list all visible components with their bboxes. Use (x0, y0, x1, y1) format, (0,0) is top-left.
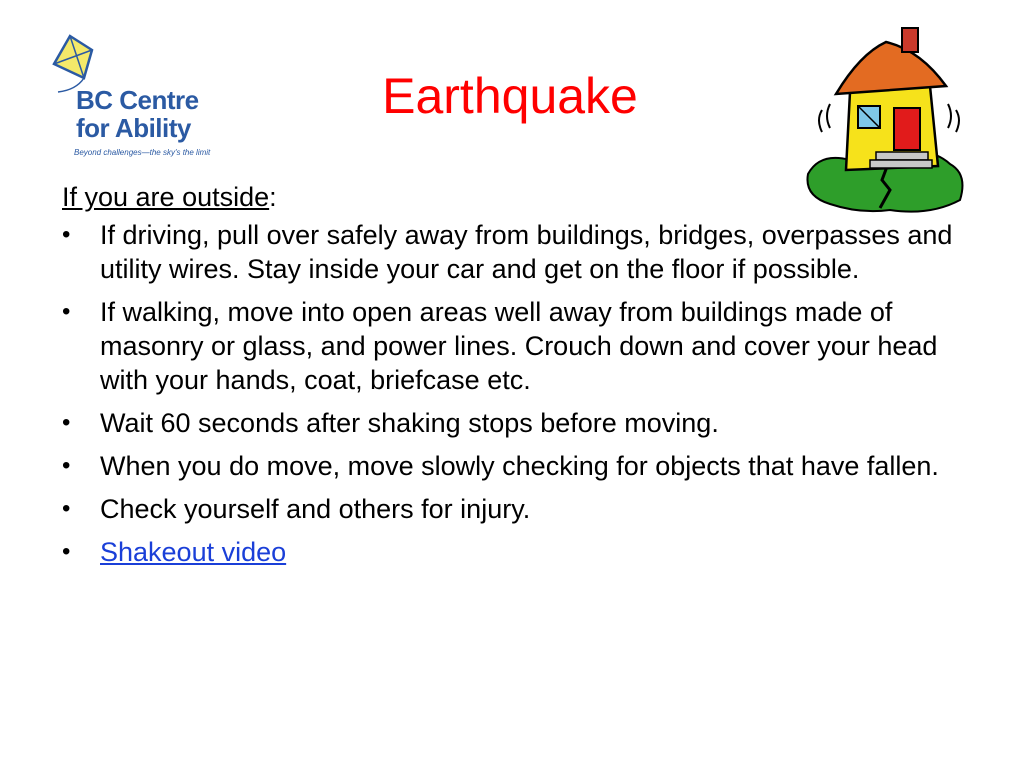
bullet-text: When you do move, move slowly checking for objects that have fallen. (100, 451, 939, 481)
slide-title: Earthquake (382, 68, 638, 124)
bullet-icon: • (62, 495, 71, 522)
subheading-colon: : (269, 182, 277, 212)
bullet-text: Check yourself and others for injury. (100, 494, 531, 524)
bullet-text: Wait 60 seconds after shaking stops before moving. (100, 408, 719, 438)
logo-text-line1: BC Centre (76, 85, 199, 115)
bullet-text: If walking, move into open areas well away from buildings made of masonry or glass, and power lines. Crouch down and cover your head with your hands, coat, briefcase etc. (100, 297, 938, 395)
slide-body (62, 180, 962, 578)
bc-centre-logo (48, 34, 218, 166)
list-item (62, 218, 962, 286)
shakeout-video-link[interactable]: Shakeout video (100, 537, 287, 567)
list-item (62, 295, 962, 397)
bullet-icon: • (62, 221, 71, 248)
subheading (62, 180, 962, 214)
list-item (62, 492, 962, 526)
bullet-icon: • (62, 298, 71, 325)
bullet-list (62, 218, 962, 569)
bullet-icon: • (62, 452, 71, 479)
list-item (62, 406, 962, 440)
list-item (62, 449, 962, 483)
bullet-text: If driving, pull over safely away from buildings, bridges, overpasses and utility wires. Stay inside your car and get on the floor if possible. (100, 220, 953, 284)
bullet-icon: • (62, 538, 71, 565)
subheading-text: If you are outside (62, 182, 270, 212)
bullet-icon: • (62, 409, 71, 436)
logo-text-line2: for Ability (76, 113, 191, 143)
logo-tagline: Beyond challenges—the sky's the limit (74, 148, 211, 157)
list-item (62, 535, 962, 569)
